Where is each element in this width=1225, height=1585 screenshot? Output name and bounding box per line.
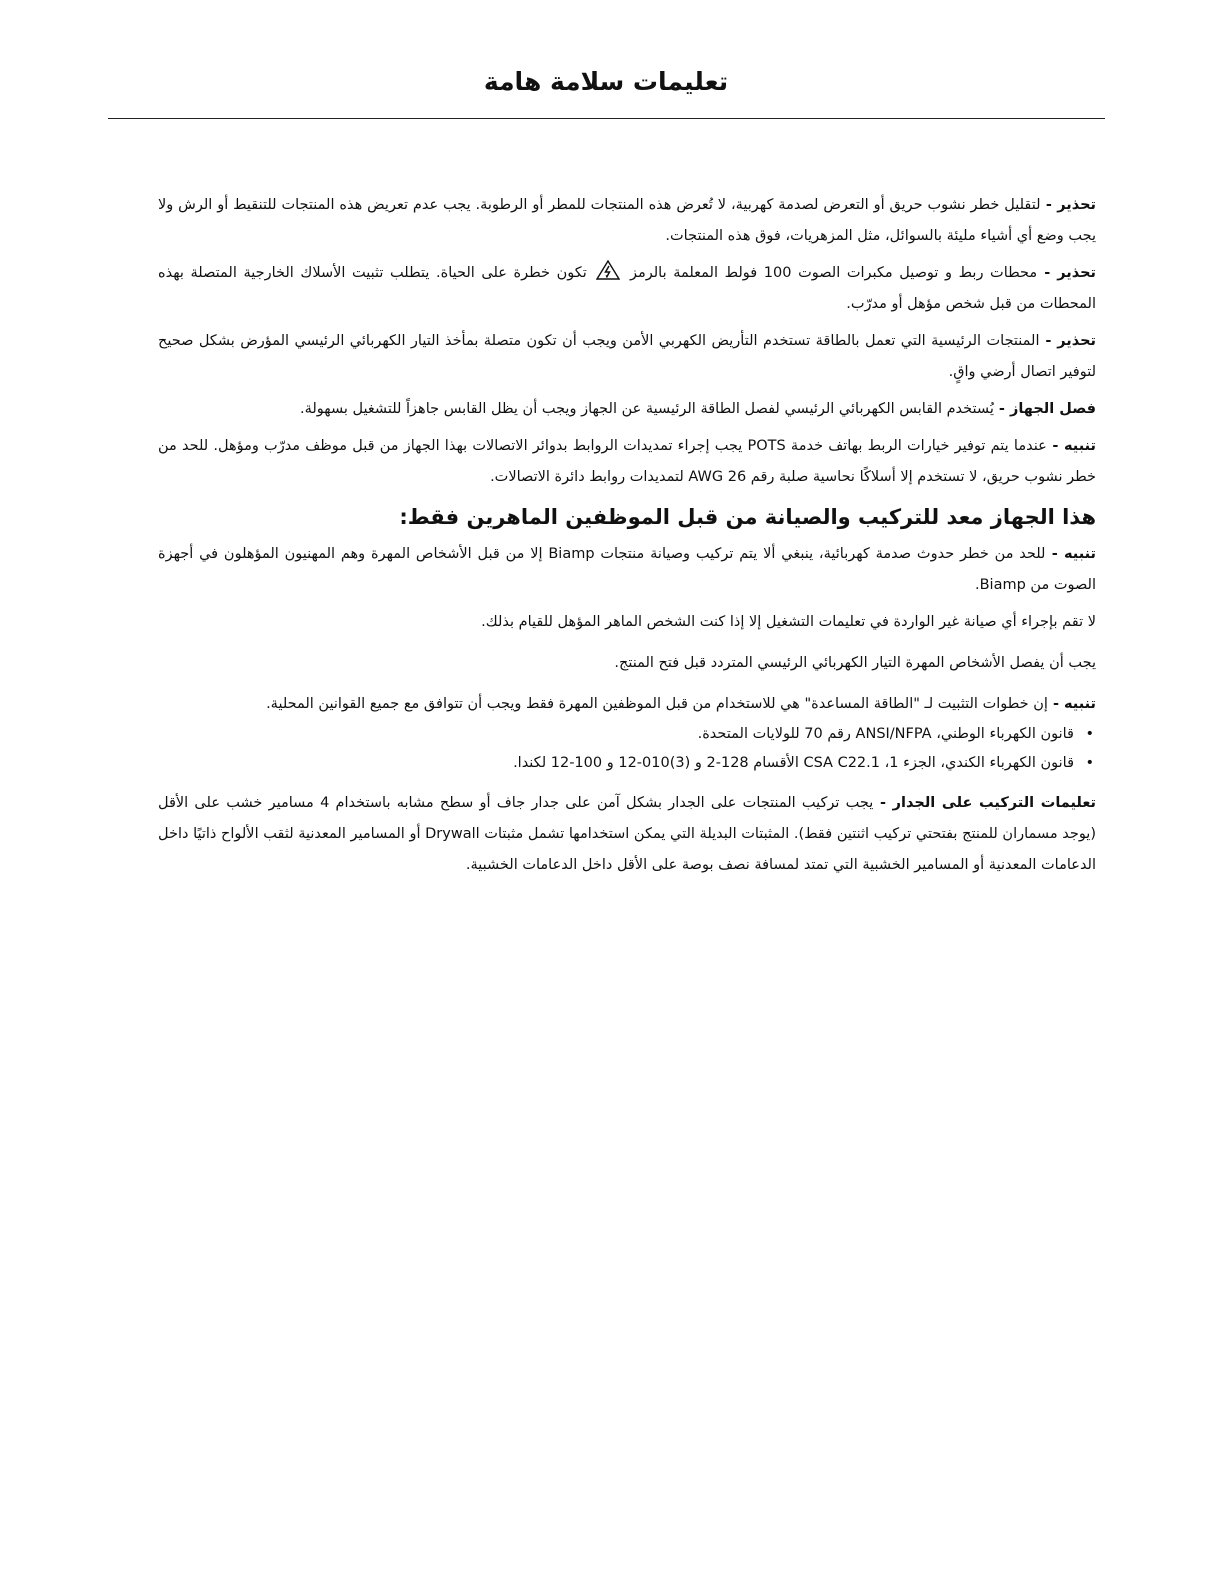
electrical-hazard-icon bbox=[596, 260, 620, 280]
caution-text: للحد من خطر حدوث صدمة كهربائية، ينبغي ألا يتم تركيب وصيانة منتجات Biamp إلا من قبل الأشخاص المهرة وهم المهنيون المؤهلون في أجهزة الصوت من Biamp. bbox=[158, 546, 1096, 593]
warning-label: تحذير - bbox=[1040, 197, 1096, 213]
caution-text: عندما يتم توفير خيارات الربط بهاتف خدمة POTS يجب إجراء تمديدات الروابط بدوائر الاتصالات بهذا الجهاز من قبل موظف مدرّب ومؤهل. للحد من خطر نشوب حريق، لا تستخدم إلا أسلاكًا نحاسية صلبة رقم AWG 26 لتمديدات روابط دائرة الاتصالات. bbox=[158, 438, 1096, 485]
caution-label: تنبيه - bbox=[1045, 546, 1096, 562]
warning-text: لتقليل خطر نشوب حريق أو التعرض لصدمة كهربية، لا تُعرض هذه المنتجات للمطر أو الرطوبة. يجب عدم تعريض هذه المنتجات للتنقيط أو الرش ولا يجب وضع أي أشياء مليئة بالسوائل، مثل المزهريات، فوق هذه المنتجات. bbox=[158, 197, 1096, 244]
warning-paragraph-grounding bbox=[158, 326, 1096, 388]
codes-list bbox=[158, 720, 1096, 778]
warning-text: المنتجات الرئيسية التي تعمل بالطاقة تستخدم التأريض الكهربي الأمن ويجب أن تكون متصلة بمأخذ التيار الكهربائي الرئيسي المؤرض بشكل صحيح لتوفير اتصال أرضي واقٍ. bbox=[158, 333, 1096, 380]
servicing-paragraph: لا تقم بإجراء أي صيانة غير الواردة في تعليمات التشغيل إلا إذا كنت الشخص الماهر المؤهل للقيام بذلك. bbox=[481, 614, 1096, 630]
warning-paragraph-speaker-terminals bbox=[158, 258, 1096, 320]
document-body bbox=[158, 190, 1096, 887]
warning-label: تحذير - bbox=[1039, 333, 1096, 349]
disconnect-text: يُستخدم القابس الكهربائي الرئيسي لفصل الطاقة الرئيسية عن الجهاز ويجب أن يظل القابس جاهزاً للتشغيل بسهولة. bbox=[299, 401, 994, 417]
title-divider bbox=[108, 118, 1105, 119]
warning-text-part1: محطات ربط و توصيل مكبرات الصوت 100 فولط المعلمة بالرمز bbox=[623, 265, 1038, 281]
warning-text-part2: تكون خطرة على الحياة. يتطلب تثبيت الأسلاك الخارجية المتصلة بهذه المحطات من قبل شخص مؤهل أو مدرّب. bbox=[158, 265, 1096, 312]
section-heading: هذا الجهاز معد للتركيب والصيانة من قبل الموظفين الماهرين فقط: bbox=[399, 505, 1096, 529]
wall-mount-label: تعليمات التركيب على الجدار - bbox=[873, 795, 1096, 811]
caution-label: تنبيه - bbox=[1047, 696, 1096, 712]
caution-paragraph-aux-power bbox=[158, 689, 1096, 720]
wall-mount-text: يجب تركيب المنتجات على الجدار بشكل آمن على جدار جاف أو سطح مشابه باستخدام 4 مسامير خشب على الأقل (يوجد مسماران للمنتج بفتحتي تركيب اثنتين فقط). المثبتات البديلة التي يمكن استخدامها تشمل مثبتات Drywall أو المسامير المعدنية لثقب الألواح ذاتيًا داخل الدعامات المعدنية أو المسامير الخشبية التي تمتد لمسافة نصف بوصة على الأقل داخل الدعامات الخشبية. bbox=[158, 795, 1097, 873]
caution-label: تنبيه - bbox=[1046, 438, 1096, 454]
caution-text: إن خطوات التثبيت لـ "الطاقة المساعدة" هي للاستخدام من قبل الموظفين المهرة فقط ويجب أن تتوافق مع جميع القوانين المحلية. bbox=[266, 696, 1048, 712]
caution-paragraph-pots bbox=[158, 431, 1096, 493]
wall-mount-paragraph bbox=[158, 788, 1096, 881]
bullet-icon: • bbox=[1085, 726, 1094, 742]
list-item bbox=[158, 749, 1094, 778]
caution-paragraph-skilled-personnel bbox=[158, 539, 1096, 601]
bullet-icon: • bbox=[1085, 755, 1094, 771]
list-item-text: قانون الكهرباء الوطني، ANSI/NFPA رقم 70 للولايات المتحدة. bbox=[697, 726, 1074, 742]
disconnect-paragraph bbox=[158, 394, 1096, 425]
disconnect-mains-paragraph: يجب أن يفصل الأشخاص المهرة التيار الكهربائي الرئيسي المتردد قبل فتح المنتج. bbox=[614, 655, 1096, 671]
disconnect-label: فصل الجهاز - bbox=[993, 401, 1096, 417]
list-item-text: قانون الكهرباء الكندي، الجزء 1، CSA C22.1 الأقسام 128-2 و (3)010-12 و 100-12 لكندا. bbox=[513, 755, 1074, 771]
warning-paragraph-moisture bbox=[158, 190, 1096, 252]
page-title: تعليمات سلامة هامة bbox=[483, 67, 729, 96]
warning-label: تحذير - bbox=[1037, 265, 1096, 281]
list-item bbox=[158, 720, 1094, 749]
